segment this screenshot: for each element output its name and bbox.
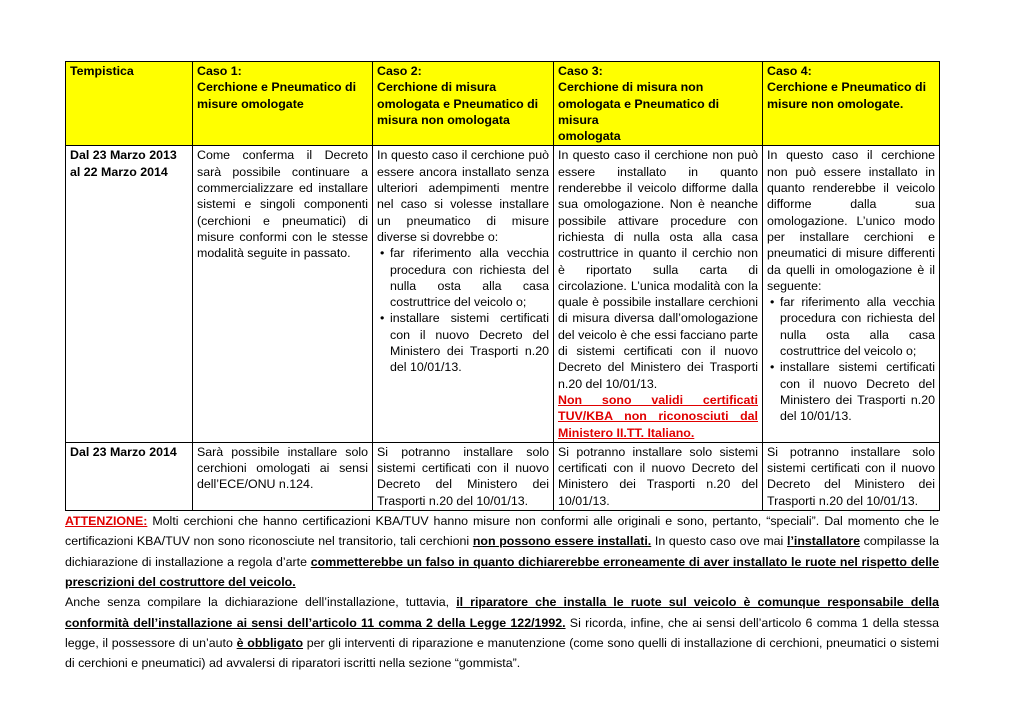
- header-tempistica: [66, 62, 193, 146]
- list-item: • far riferimento alla vecchia procedura con richiesta del nulla osta alla casa costruttrice del veicolo o;: [780, 294, 935, 359]
- caso-1-cell: Come conferma il Decreto sarà possibile continuare a commercializzare ed installare sistemi e singoli componenti (cerchioni e pneumatici) di misure conformi con le stesse modalità seguite in passato.: [193, 146, 373, 442]
- header-title: Caso 1:: [197, 64, 242, 78]
- caso-4-cell: Si potranno installare solo sistemi certificati con il nuovo Decreto del Ministero dei Trasporti n.20 del 10/01/13.: [763, 442, 940, 510]
- header-title: Caso 4:: [767, 64, 812, 78]
- header-line: misura non omologata: [377, 112, 510, 127]
- caso-2-intro: In questo caso il cerchione può essere ancora installato senza ulteriori adempimenti mentre nel caso si volesse installare un pneumatico di misure diverse si dovrebbe o:: [377, 148, 549, 244]
- warning-note: [65, 511, 939, 673]
- note-emphasis: l’installatore: [787, 534, 860, 549]
- list-item: • far riferimento alla vecchia procedura con richiesta del nulla osta alla casa costruttrice del veicolo o;: [390, 245, 549, 310]
- document-page: [65, 61, 939, 673]
- rules-table: [65, 61, 940, 511]
- table-header-row: [66, 62, 940, 146]
- note-text: per gli interventi di riparazione e manutenzione (come sono quelli di installazione di cerchioni, pneumatici o sistemi di cerchioni e pneumatici) ad avvalersi di riparatori iscritti nella sezione “gommista”.: [65, 635, 939, 671]
- caso-4-cell: [763, 146, 940, 442]
- header-line: Cerchione di misura: [377, 80, 497, 95]
- header-line: misure omologate: [197, 96, 304, 111]
- note-text: compilasse la dichiarazione di installazione a regola d’arte: [65, 534, 939, 569]
- caso-1-cell: Sarà possibile installare solo cerchioni omologati ai sensi dell’ECE/ONU n.124.: [193, 442, 373, 510]
- header-caso-2: [373, 62, 554, 146]
- header-title: Caso 3:: [558, 64, 603, 78]
- header-caso-3: [554, 62, 763, 146]
- note-emphasis: commetterebbe un falso in quanto dichiarerebbe erroneamente di aver installato le ruote nel rispetto delle prescrizioni del costruttore del veicolo.: [65, 554, 939, 589]
- period-cell: Dal 23 Marzo 2013 al 22 Marzo 2014: [66, 146, 193, 442]
- table-row-2014: [66, 442, 940, 510]
- note-text: Anche senza compilare la dichiarazione dell’installazione, tuttavia,: [65, 595, 457, 610]
- header-line: omologata e Pneumatico di: [377, 96, 539, 111]
- header-line: misure non omologate.: [767, 96, 904, 111]
- header-line: omologata e Pneumatico di misura: [558, 96, 720, 127]
- note-paragraph-2: [65, 592, 939, 673]
- caso-3-text: In questo caso il cerchione non può essere installato in quanto renderebbe il veicolo difforme dalla sua omologazione. Non è neanche possibile attivare procedure con richiesta di nulla osta alla casa costruttrice in quanto il cerchio non è riportato sulla carta di circolazione. L’unica modalità con la quale è possibile installare cerchioni di misura diversa dall’omologazione del veicolo è che essi facciano parte di sistemi certificati con il nuovo Decreto del Ministero dei Trasporti n.20 del 10/01/13.: [558, 148, 758, 391]
- table-row-2013: [66, 146, 940, 442]
- note-text: Molti cerchioni che hanno certificazioni KBA/TUV hanno misure non conformi alle originali e sono, pertanto, “speciali”. Dal momento che le certificazioni KBA/TUV non sono riconosciute nel transitorio, tali cerchioni: [65, 514, 939, 549]
- caso-3-cell: [554, 146, 763, 442]
- caso-2-cell: [373, 146, 554, 442]
- caso-2-options: [377, 245, 549, 375]
- header-caso-4: [763, 62, 940, 146]
- header-line: Cerchione di misura non: [558, 80, 704, 95]
- caso-3-cell: Si potranno installare solo sistemi certificati con il nuovo Decreto del Ministero dei Trasporti n.20 del 10/01/13.: [554, 442, 763, 510]
- list-item: • installare sistemi certificati con il nuovo Decreto del Ministero dei Trasporti n.20 del 10/01/13.: [390, 310, 549, 375]
- note-text: Si ricorda, infine, che ai sensi dell’articolo 6 comma 1 della stessa legge, il possessore di un’auto: [65, 615, 939, 650]
- header-caso-1: [193, 62, 373, 146]
- header-title: Caso 2:: [377, 64, 422, 78]
- caso-4-options: [767, 294, 935, 424]
- note-text: In questo caso ove mai: [651, 534, 787, 549]
- period-cell: Dal 23 Marzo 2014: [66, 442, 193, 510]
- header-line: Cerchione e Pneumatico di: [767, 80, 927, 95]
- note-emphasis: il riparatore che installa le ruote sul veicolo è comunque responsabile della conformità dell’installazione ai sensi dell’articolo 11 comma 2 della Legge 122/1992.: [65, 595, 939, 630]
- header-line: omologata: [558, 129, 621, 144]
- note-emphasis: non possono essere installati.: [472, 534, 652, 549]
- note-emphasis: è obbligato: [236, 635, 304, 650]
- caso-2-cell: Si potranno installare solo sistemi certificati con il nuovo Decreto del Ministero dei Trasporti n.20 del 10/01/13.: [373, 442, 554, 510]
- note-paragraph-1: [65, 511, 939, 592]
- list-item: • installare sistemi certificati con il nuovo Decreto del Ministero dei Trasporti n.20 del 10/01/13.: [780, 359, 935, 424]
- caso-4-intro: In questo caso il cerchione non può essere installato in quanto renderebbe il veicolo difforme dalla sua omologazione. L’unico modo per installare cerchioni e pneumatici di misure differenti da quelli in omologazione è il seguente:: [767, 148, 935, 293]
- header-title: Tempistica: [70, 64, 134, 78]
- caso-3-warning: Non sono validi certificati TUV/KBA non riconosciuti dal Ministero II.TT. Italiano.: [558, 392, 758, 440]
- attention-label: ATTENZIONE:: [65, 514, 148, 529]
- header-line: Cerchione e Pneumatico di: [197, 80, 357, 95]
